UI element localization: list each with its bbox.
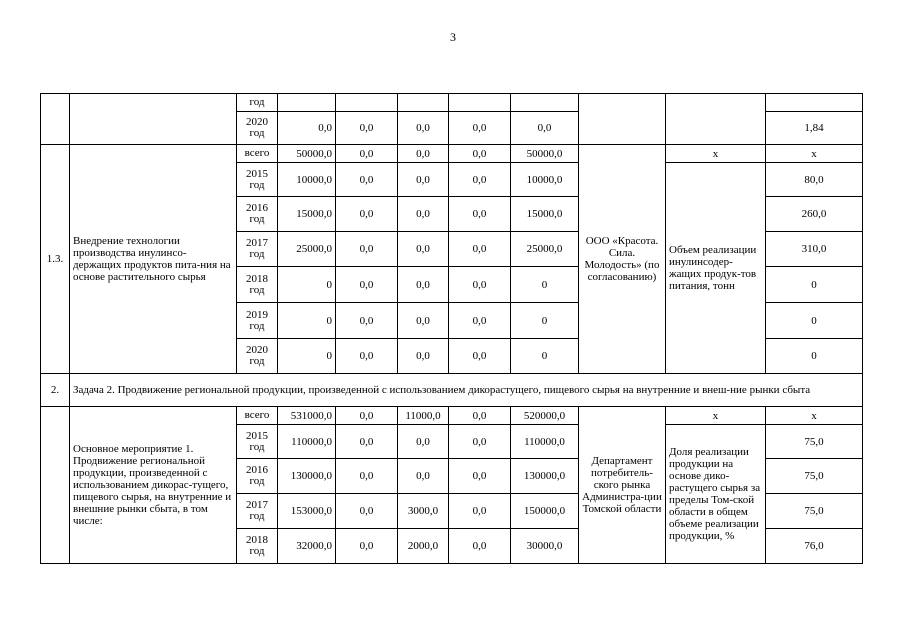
executor-cell [579, 94, 666, 145]
name-cell [70, 94, 237, 145]
year-cell [237, 339, 278, 374]
indicator-value-cell [766, 94, 863, 112]
year-cell [237, 94, 278, 112]
value-cell: 10000,0 [511, 163, 579, 197]
value-cell: 0,0 [398, 459, 449, 494]
value-cell: 0,0 [449, 407, 511, 425]
year-cell [237, 112, 278, 145]
year-label: год [249, 510, 265, 522]
year-label: год [249, 440, 265, 453]
year-cell [237, 529, 278, 564]
year-label: год [249, 283, 265, 296]
value-cell: 0,0 [336, 339, 398, 374]
value-cell: 0,0 [336, 112, 398, 145]
table-row [41, 145, 863, 163]
year-label: 2018 [246, 534, 268, 546]
value-cell [278, 94, 336, 112]
year-cell [237, 407, 278, 425]
value-cell: 0,0 [398, 232, 449, 267]
value-cell: 50000,0 [278, 145, 336, 163]
year-label: всего [244, 147, 270, 159]
year-cell [237, 197, 278, 232]
indicator-value-cell: 75,0 [766, 494, 863, 529]
value-cell: 0 [511, 303, 579, 339]
value-cell: 25000,0 [511, 232, 579, 267]
value-cell: 32000,0 [278, 529, 336, 564]
year-label: 2017 [246, 499, 268, 511]
task-row [41, 374, 863, 407]
indicator-name-cell: х [666, 407, 766, 425]
indicator-value-cell: 80,0 [766, 163, 863, 197]
value-cell: 0,0 [398, 339, 449, 374]
value-cell: 0 [511, 339, 579, 374]
value-cell: 0,0 [336, 529, 398, 564]
indicator-value-cell: х [766, 145, 863, 163]
value-cell: 0,0 [336, 303, 398, 339]
value-cell: 0 [278, 339, 336, 374]
indicator-value-cell: 1,84 [766, 112, 863, 145]
value-cell: 0,0 [398, 145, 449, 163]
indicator-value-cell: х [766, 407, 863, 425]
value-cell: 0,0 [336, 459, 398, 494]
value-cell: 0,0 [336, 197, 398, 232]
value-cell: 3000,0 [398, 494, 449, 529]
value-cell: 0,0 [336, 425, 398, 459]
year-label: 2016 [246, 202, 268, 214]
value-cell: 531000,0 [278, 407, 336, 425]
year-cell [237, 267, 278, 303]
value-cell: 0,0 [449, 232, 511, 267]
executor-cell: ООО «Красота. Сила. Молодость» (по согласованию) [579, 145, 666, 374]
year-label: 2015 [246, 167, 268, 180]
value-cell [449, 94, 511, 112]
value-cell: 0,0 [336, 267, 398, 303]
value-cell: 150000,0 [511, 494, 579, 529]
year-label: год [249, 178, 265, 191]
year-label: год [249, 127, 265, 139]
item-number: 1.3. [41, 145, 70, 374]
year-label: всего [244, 409, 270, 421]
indicator-value-cell: 75,0 [766, 425, 863, 459]
value-cell: 50000,0 [511, 145, 579, 163]
value-cell: 110000,0 [511, 425, 579, 459]
task-number: 2. [41, 374, 70, 407]
year-label: год [249, 355, 265, 367]
value-cell: 0,0 [449, 339, 511, 374]
value-cell: 110000,0 [278, 425, 336, 459]
year-cell [237, 145, 278, 163]
value-cell: 15000,0 [511, 197, 579, 232]
num-cell [41, 94, 70, 145]
value-cell: 0,0 [336, 232, 398, 267]
value-cell: 0,0 [398, 163, 449, 197]
indicator-value-cell: 76,0 [766, 529, 863, 564]
table-row [41, 94, 863, 112]
value-cell: 0,0 [449, 112, 511, 145]
value-cell [398, 94, 449, 112]
indicator-value-cell: 260,0 [766, 197, 863, 232]
value-cell: 520000,0 [511, 407, 579, 425]
year-label: год [249, 248, 265, 260]
year-cell [237, 459, 278, 494]
measure-name: Основное мероприятие 1. Продвижение региональной продукции, произведенной с использованием дикорас-тущего, пищевого сырья, на внутренние и внешние рынки сбыта, в том числе: [70, 407, 237, 564]
value-cell: 0,0 [449, 425, 511, 459]
value-cell: 0,0 [449, 529, 511, 564]
value-cell: 0 [511, 267, 579, 303]
year-label: год [249, 96, 265, 108]
value-cell: 15000,0 [278, 197, 336, 232]
year-label: год [249, 213, 265, 225]
value-cell: 0,0 [278, 112, 336, 145]
year-label: 2019 [246, 308, 268, 321]
year-cell [237, 494, 278, 529]
page-number: 3 [450, 30, 456, 44]
indicator-value-cell: 310,0 [766, 232, 863, 267]
value-cell: 10000,0 [278, 163, 336, 197]
year-label: 2016 [246, 464, 268, 476]
year-label: 2015 [246, 429, 268, 442]
indicator-name-cell [666, 94, 766, 145]
num-cell [41, 407, 70, 564]
value-cell: 25000,0 [278, 232, 336, 267]
value-cell: 0,0 [511, 112, 579, 145]
value-cell: 0,0 [336, 494, 398, 529]
value-cell: 0,0 [398, 425, 449, 459]
year-label: год [249, 475, 265, 487]
value-cell: 0,0 [449, 145, 511, 163]
year-cell [237, 303, 278, 339]
year-label: 2020 [246, 344, 268, 356]
indicator-name-cell: х [666, 145, 766, 163]
value-cell: 11000,0 [398, 407, 449, 425]
indicator-value-cell: 0 [766, 339, 863, 374]
value-cell: 0,0 [398, 197, 449, 232]
value-cell [511, 94, 579, 112]
value-cell: 0,0 [449, 267, 511, 303]
year-label: год [249, 545, 265, 557]
value-cell: 0,0 [398, 112, 449, 145]
value-cell: 0,0 [398, 303, 449, 339]
value-cell: 0,0 [336, 163, 398, 197]
year-cell [237, 425, 278, 459]
indicator-value-cell: 75,0 [766, 459, 863, 494]
value-cell: 2000,0 [398, 529, 449, 564]
indicator-desc-cell: Объем реализации инулинсодер-жащих продук-тов питания, тонн [666, 163, 766, 374]
value-cell [336, 94, 398, 112]
value-cell: 130000,0 [511, 459, 579, 494]
indicator-value-cell: 0 [766, 303, 863, 339]
year-cell [237, 163, 278, 197]
year-label: 2017 [246, 237, 268, 249]
value-cell: 0,0 [449, 303, 511, 339]
year-label: год [249, 319, 265, 332]
value-cell: 0,0 [449, 459, 511, 494]
value-cell: 30000,0 [511, 529, 579, 564]
year-cell [237, 232, 278, 267]
value-cell: 0,0 [336, 407, 398, 425]
indicator-desc-cell: Доля реализации продукции на основе дико-растущего сырья за пределы Том-ской области в общем объеме реализации продукции, % [666, 425, 766, 564]
value-cell: 130000,0 [278, 459, 336, 494]
value-cell: 0,0 [449, 494, 511, 529]
year-label: 2020 [246, 116, 268, 128]
value-cell: 153000,0 [278, 494, 336, 529]
task-title: Задача 2. Продвижение региональной продукции, произведенной с использованием дикорастущего, пищевого сырья на внутренние и внеш-ние рынки сбыта [70, 374, 863, 407]
indicator-value-cell: 0 [766, 267, 863, 303]
program-table [40, 93, 863, 564]
value-cell: 0,0 [449, 197, 511, 232]
value-cell: 0 [278, 303, 336, 339]
value-cell: 0 [278, 267, 336, 303]
executor-cell: Департамент потребитель-ского рынка Администра-ции Томской области [579, 407, 666, 564]
table-row [41, 407, 863, 425]
measure-name: Внедрение технологии производства инулинсо-держащих продуктов пита-ния на основе растительного сырья [70, 145, 237, 374]
value-cell: 0,0 [449, 163, 511, 197]
year-label: 2018 [246, 272, 268, 285]
value-cell: 0,0 [398, 267, 449, 303]
value-cell: 0,0 [336, 145, 398, 163]
